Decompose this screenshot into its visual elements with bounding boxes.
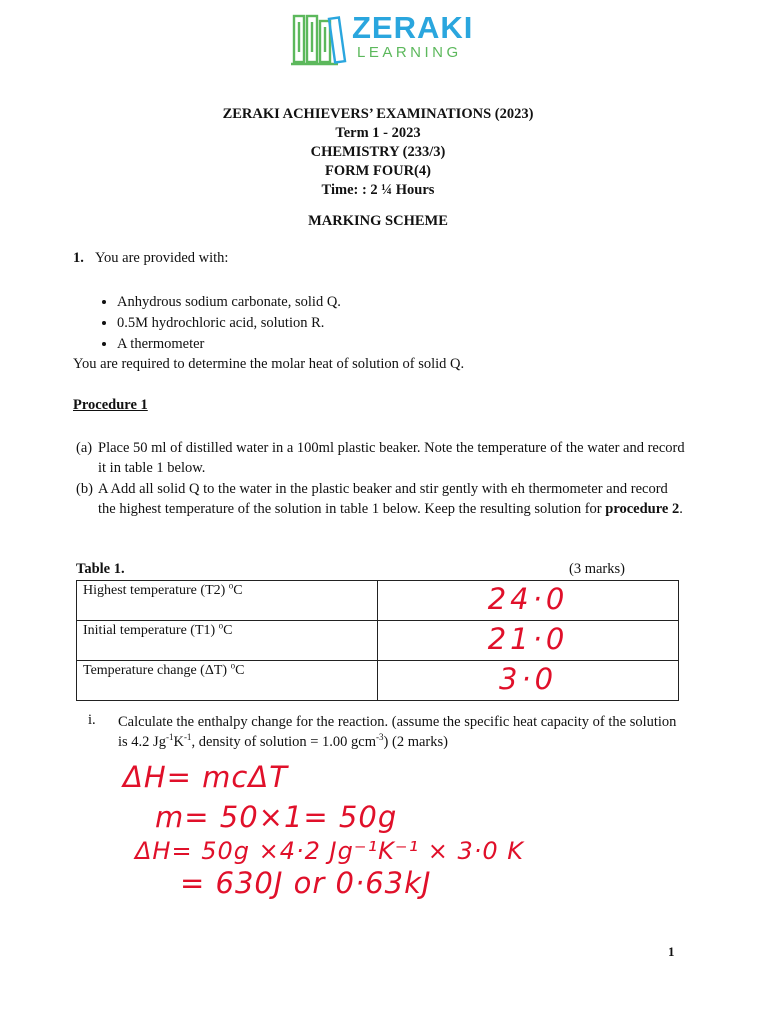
results-table: [76, 580, 679, 701]
subquestion-text: Calculate the enthalpy change for the reaction. (assume the specific heat capacity of the solution is 4.2 $Jg^{-1}K^{-1}$, density of solution = 1.00 gcm$^{-3}$) (2 marks): [118, 714, 677, 750]
list-item: • 0.5M hydrochloric acid, solution R.: [117, 313, 341, 334]
step-text: Place 50 ml of distilled water in a 100ml plastic beaker. Note the temperature of the water and record it in table 1 below.: [98, 440, 685, 476]
table-row: [77, 661, 679, 701]
procedure-step-b: [76, 479, 686, 519]
row-label: Temperature change (ΔT) $^o$C: [77, 661, 378, 701]
marking-scheme-heading: MARKING SCHEME: [308, 213, 448, 229]
table-row: [77, 621, 679, 661]
step-text: A Add all solid Q to the water in the plastic beaker and stir gently with eh thermometer and record the highest temperature of the solution in table 1 below. Keep the resulting solution for procedure 2.: [98, 481, 683, 517]
step-label: (a): [76, 440, 93, 456]
procedure-2-ref: procedure 2: [605, 501, 680, 517]
row-value: [378, 621, 679, 661]
question-intro: You are provided with:: [95, 250, 229, 266]
handwritten-value: 21·0: [487, 622, 569, 656]
row-value: [378, 661, 679, 701]
row-label: Highest temperature (T2) $^o$C: [77, 581, 378, 621]
question-requirement: You are required to determine the molar heat of solution of solid Q.: [73, 356, 465, 372]
handwritten-value: 24·0: [487, 582, 569, 616]
exam-title: ZERAKI ACHIEVERS’ EXAMINATIONS (2023): [222, 106, 534, 122]
handwritten-line: ΔH= mcΔT: [123, 760, 288, 794]
handwritten-line: = 630J or 0·63kJ: [180, 866, 432, 900]
question-number: 1.: [73, 250, 84, 266]
step-label: (b): [76, 481, 93, 497]
exam-subject: CHEMISTRY (233/3): [310, 144, 446, 160]
provided-list: [95, 292, 341, 355]
row-label: Initial temperature (T1) $^o$C: [77, 621, 378, 661]
procedure-title: Procedure 1: [73, 397, 148, 413]
brand-name: ZERAKI: [352, 10, 474, 45]
table-row: [77, 581, 679, 621]
exam-term: Term 1 - 2023: [335, 125, 421, 141]
list-item: • Anhydrous sodium carbonate, solid Q.: [117, 292, 341, 313]
subquestion-label: i.: [88, 712, 96, 728]
exam-form: FORM FOUR(4): [325, 163, 431, 179]
list-item: • A thermometer: [117, 334, 341, 355]
handwritten-value: 3·0: [498, 662, 558, 696]
page-number: 1: [668, 944, 675, 959]
procedure-step-a: [76, 438, 686, 478]
handwritten-line: ΔH= 50g ×4·2 Jg⁻¹K⁻¹ × 3·0 K: [135, 837, 525, 865]
exam-time: Time: : 2 ¼ Hours: [321, 182, 435, 198]
table-title: Table 1.: [76, 561, 125, 577]
table-marks: (3 marks): [569, 561, 625, 577]
brand-subtitle: LEARNING: [357, 44, 462, 61]
handwritten-line: m= 50×1= 50g: [155, 800, 398, 834]
row-value: [378, 581, 679, 621]
